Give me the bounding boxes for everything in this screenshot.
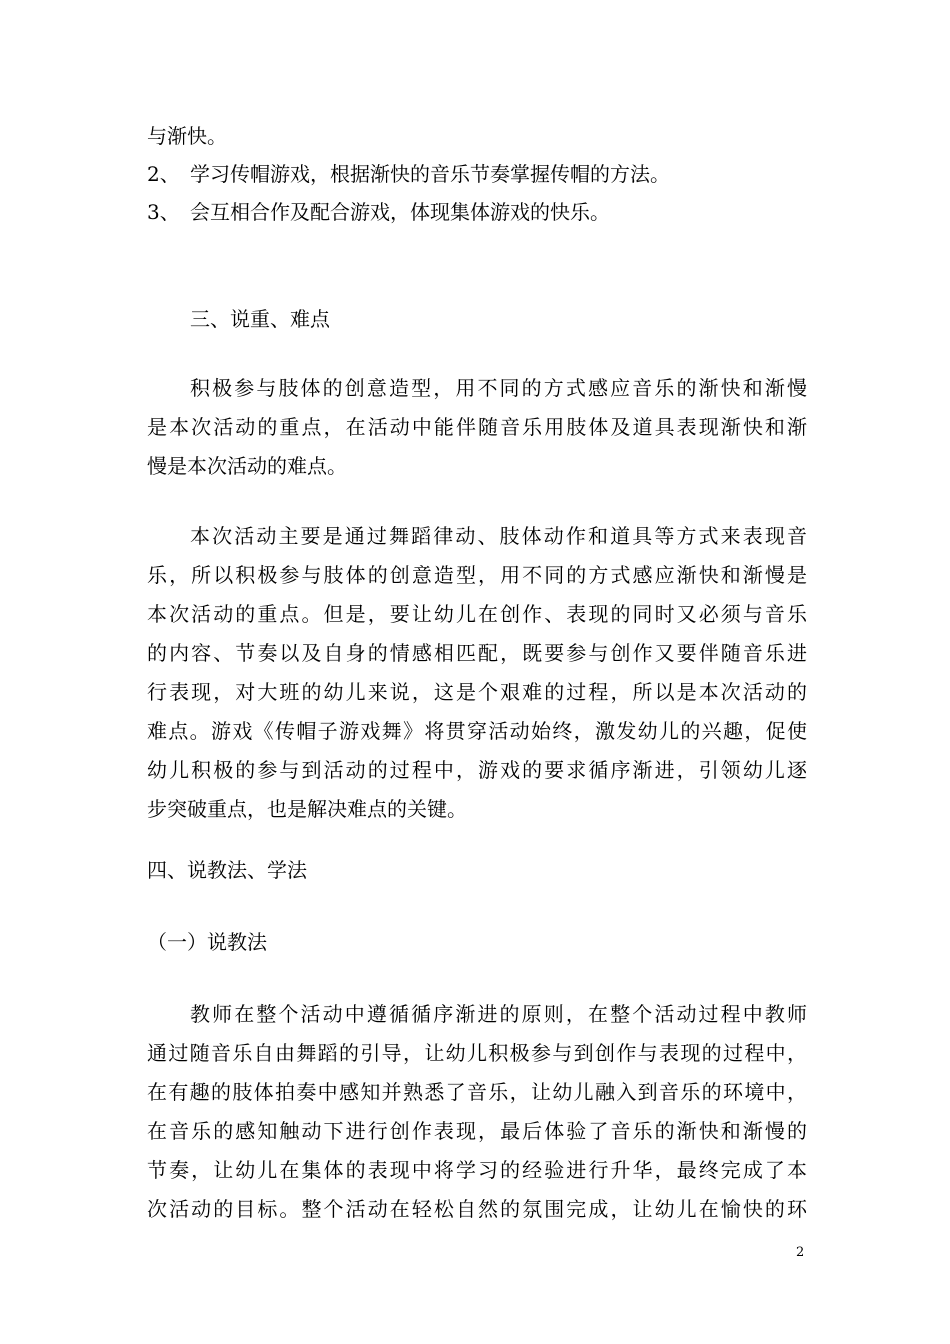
objective-continuation: 与渐快。 — [147, 124, 227, 148]
subheading-teaching-methods: （一）说教法 — [147, 930, 267, 954]
page-number: 2 — [796, 1245, 805, 1260]
paragraph-line: 积极参与肢体的创意造型，用不同的方式感应音乐的渐快和渐慢 — [190, 376, 807, 400]
paragraph-line: 难点。游戏《传帽子游戏舞》将贯穿活动始终，激发幼儿的兴趣，促使 — [147, 719, 807, 743]
paragraph-line: 是本次活动的重点，在活动中能伴随音乐用肢体及道具表现渐快和渐 — [147, 415, 807, 439]
paragraph-line: 节奏，让幼儿在集体的表现中将学习的经验进行升华，最终完成了本 — [147, 1158, 807, 1182]
paragraph-line: 幼儿积极的参与到活动的过程中，游戏的要求循序渐进，引领幼儿逐 — [147, 758, 807, 782]
paragraph-line: 在音乐的感知触动下进行创作表现，最后体验了音乐的渐快和渐慢的 — [147, 1119, 807, 1143]
paragraph-line: 乐，所以积极参与肢体的创意造型，用不同的方式感应渐快和渐慢是 — [147, 563, 807, 587]
section-heading-methods: 四、说教法、学法 — [147, 858, 307, 882]
paragraph-line: 步突破重点，也是解决难点的关键。 — [147, 797, 467, 821]
paragraph-line: 次活动的目标。整个活动在轻松自然的氛围完成，让幼儿在愉快的环 — [147, 1197, 807, 1221]
paragraph-line: 行表现，对大班的幼儿来说，这是个艰难的过程，所以是本次活动的 — [147, 680, 807, 704]
objective-number: 2、 — [147, 162, 180, 186]
paragraph-line: 的内容、节奏以及自身的情感相匹配，既要参与创作又要伴随音乐进 — [147, 641, 807, 665]
paragraph-line: 本次活动的重点。但是，要让幼儿在创作、表现的同时又必须与音乐 — [147, 602, 807, 626]
objective-text: 学习传帽游戏，根据渐快的音乐节奏掌握传帽的方法。 — [190, 162, 670, 186]
section-heading-key-points: 三、说重、难点 — [190, 307, 330, 331]
paragraph-line: 在有趣的肢体拍奏中感知并熟悉了音乐，让幼儿融入到音乐的环境中， — [147, 1080, 807, 1104]
paragraph-line: 通过随音乐自由舞蹈的引导，让幼儿积极参与到创作与表现的过程中， — [147, 1041, 807, 1065]
objective-text: 会互相合作及配合游戏，体现集体游戏的快乐。 — [190, 200, 610, 224]
paragraph-line: 本次活动主要是通过舞蹈律动、肢体动作和道具等方式来表现音 — [190, 524, 807, 548]
paragraph-line: 慢是本次活动的难点。 — [147, 454, 347, 478]
objective-number: 3、 — [147, 200, 180, 224]
paragraph-line: 教师在整个活动中遵循循序渐进的原则，在整个活动过程中教师 — [190, 1002, 807, 1026]
